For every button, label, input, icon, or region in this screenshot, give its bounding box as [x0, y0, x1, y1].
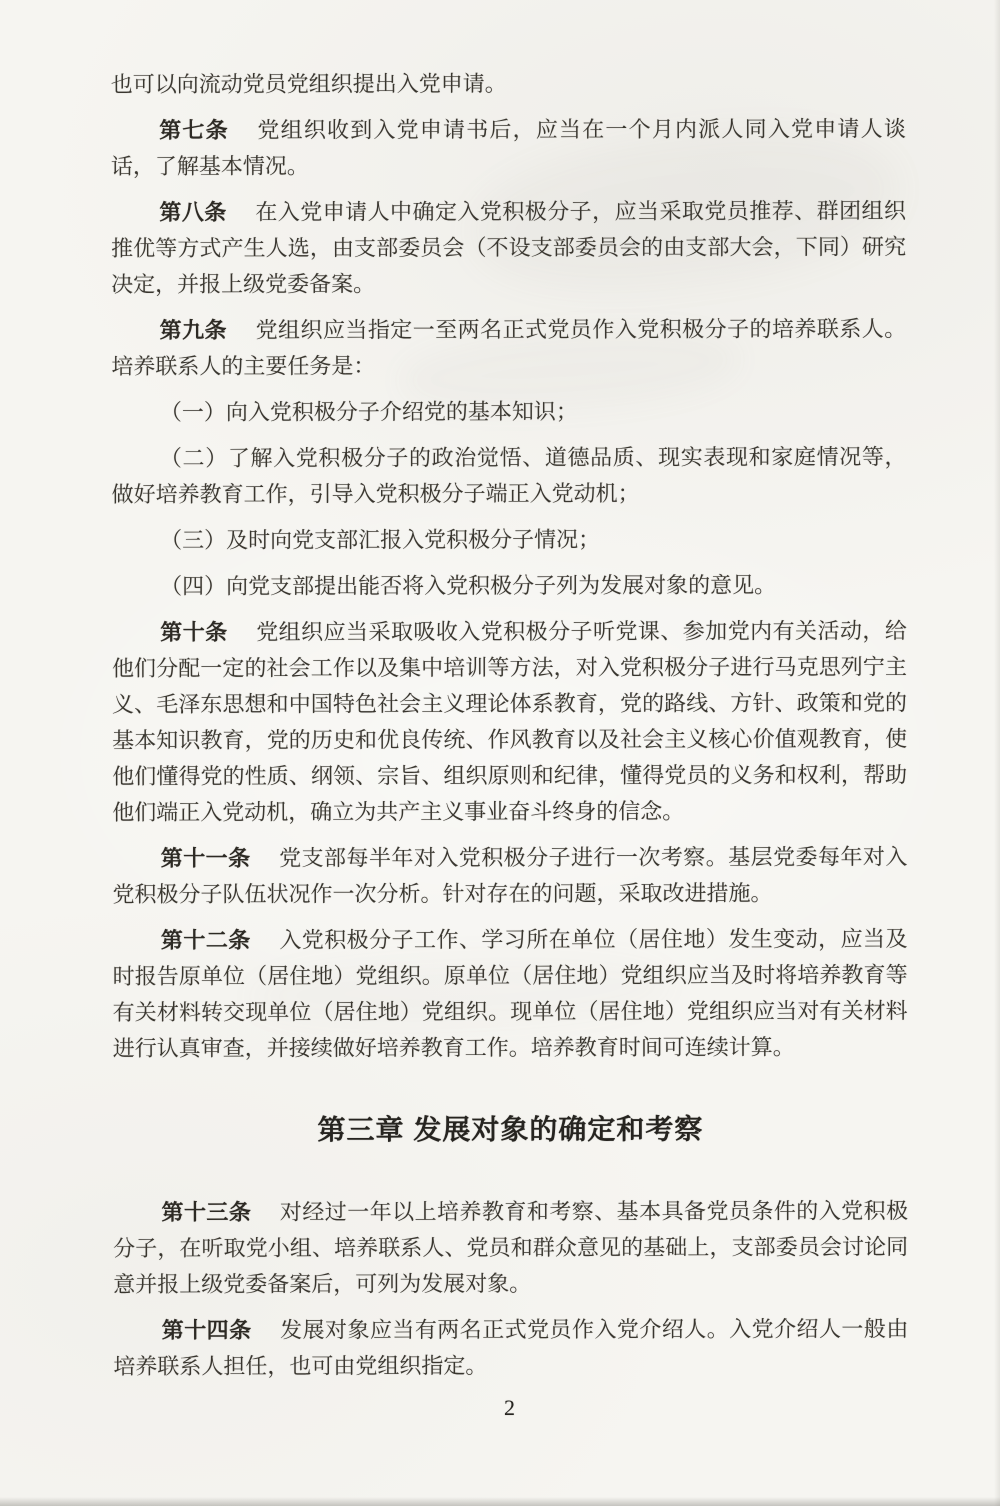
document-content [111, 0, 909, 1385]
body-paragraph: 也可以向流动党员党组织提出入党申请。 [110, 71, 507, 97]
page-number: 2 [504, 1395, 515, 1420]
article-paragraph: 第九条 党组织应当指定一至两名正式党员作入党积极分子的培养联系人。培养联系人的主要任务是： [111, 316, 907, 379]
article-number: 第十一条 [160, 845, 251, 871]
list-item-paragraph: （二）了解入党积极分子的政治觉悟、道德品质、现实表现和家庭情况等，做好培养教育工作，引导入党积极分子端正入党动机； [111, 444, 907, 507]
article-number: 第十三条 [161, 1199, 252, 1225]
article-number: 第七条 [159, 117, 229, 143]
scanner-edge-shadow [0, 1497, 1000, 1506]
scan-edge-shade [994, 0, 1000, 1506]
article-number: 第十条 [160, 619, 228, 645]
list-item-paragraph: （一）向入党积极分子介绍党的基本知识； [159, 398, 578, 425]
article-number: 第九条 [159, 317, 228, 343]
article-paragraph: 第十三条 对经过一年以上培养教育和考察、基本具备党员条件的入党积极分子，在听取党小组、培养联系人、党员和群众意见的基础上，支部委员会讨论同意并报上级党委备案后，可列为发展对象。 [113, 1198, 909, 1297]
article-paragraph: 第十条 党组织应当采取吸收入党积极分子听党课、参加党内有关活动，给他们分配一定的社会工作以及集中培训等方法，对入党积极分子进行马克思列宁主义、毛泽东思想和中国特色社会主义理论体系教育，党的路线、方针、政策和党的基本知识教育，党的历史和优良传统、作风教育以及社会主义核心价值观教育，使他们懂得党的性质、纲领、宗旨、组织原则和纪律，懂得党员的义务和权利，帮助他们端正入党动机，确立为共产主义事业奋斗终身的信念。 [111, 618, 908, 825]
list-item-paragraph: （四）向党支部提出能否将入党积极分子列为发展对象的意见。 [160, 572, 777, 599]
article-paragraph: 第十一条 党支部每半年对入党积极分子进行一次考察。基层党委每年对入党积极分子队伍状况作一次分析。针对存在的问题，采取改进措施。 [112, 844, 908, 907]
article-number: 第十四条 [161, 1317, 252, 1343]
article-paragraph: 第七条 党组织收到入党申请书后，应当在一个月内派人同入党申请人谈话，了解基本情况。 [110, 116, 906, 179]
article-number: 第八条 [159, 199, 227, 225]
article-paragraph: 第八条 在入党申请人中确定入党积极分子，应当采取党员推荐、群团组织推优等方式产生人选，由支部委员会（不设支部委员会的由支部大会，下同）研究决定，并报上级党委备案。 [111, 198, 907, 297]
list-item-paragraph: （三）及时向党支部汇报入党积极分子情况； [160, 526, 601, 553]
chapter-heading: 第三章 发展对象的确定和考察 [317, 1113, 704, 1146]
article-number: 第十二条 [160, 927, 251, 953]
article-paragraph: 第十四条 发展对象应当有两名正式党员作入党介绍人。入党介绍人一般由培养联系人担任，也可由党组织指定。 [113, 1316, 909, 1379]
article-paragraph: 第十二条 入党积极分子工作、学习所在单位（居住地）发生变动，应当及时报告原单位（居住地）党组织。原单位（居住地）党组织应当及时将培养教育等有关材料转交现单位（居住地）党组织。现单位（居住地）党组织应当对有关材料进行认真审查，并接续做好培养教育工作。培养教育时间可连续计算。 [112, 926, 908, 1061]
